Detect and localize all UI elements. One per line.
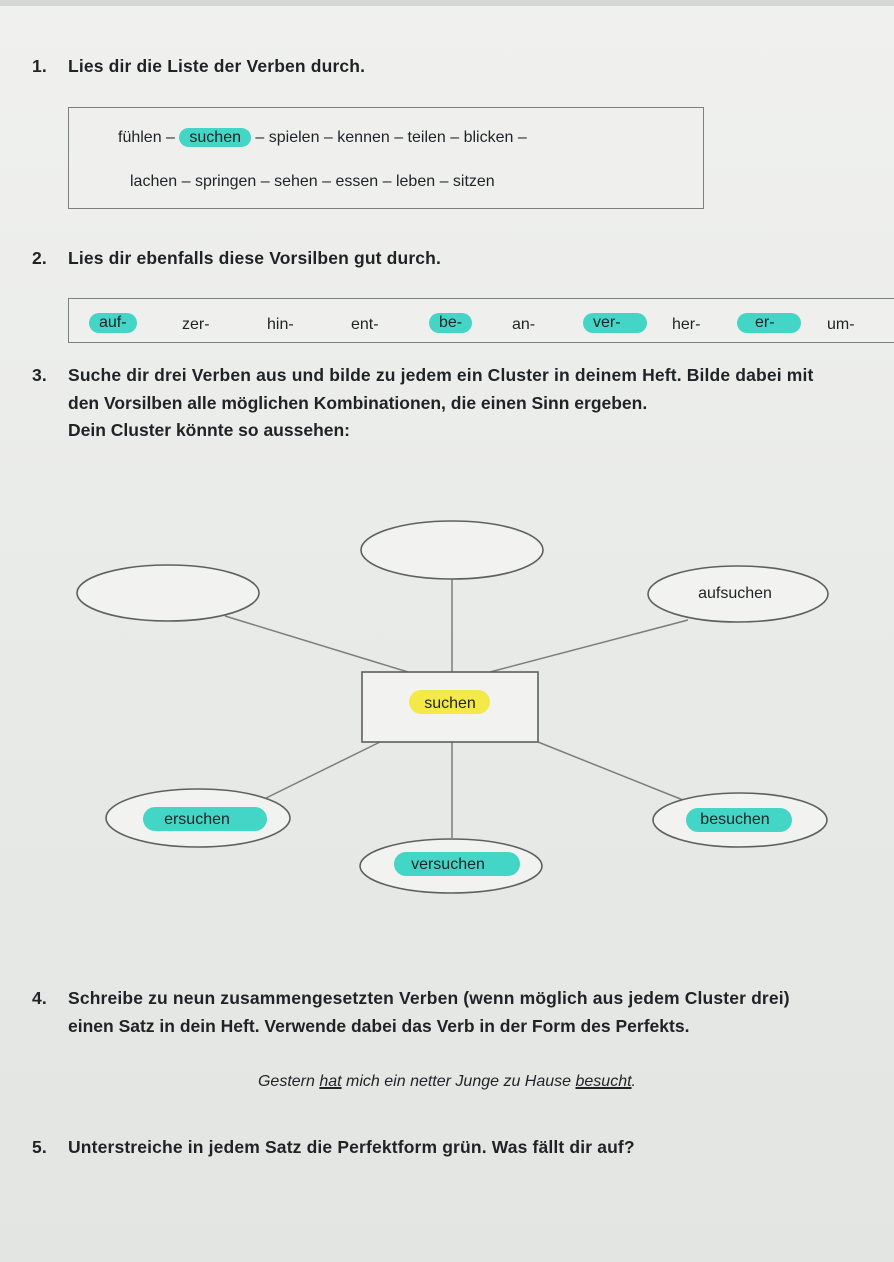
prefix-auf: auf- xyxy=(89,313,137,333)
verb-list-line-2: lachen – springen – sehen – essen – leben – sitzen xyxy=(130,173,495,190)
connector-bottom-left xyxy=(262,742,380,800)
prefix-hin: hin- xyxy=(267,316,294,333)
task-4-line-1: Schreibe zu neun zusammengesetzten Verben (wenn möglich aus jedem Cluster drei) xyxy=(68,988,790,1008)
verb-list-box xyxy=(68,107,704,209)
prefix-her: her- xyxy=(672,316,701,333)
task-5-number: 5. xyxy=(32,1137,47,1157)
prefix-ent: ent- xyxy=(351,316,379,333)
cluster-diagram xyxy=(0,510,894,910)
task-3-heading xyxy=(32,365,813,386)
prefix-zer: zer- xyxy=(182,316,210,333)
example-auxiliary: hat xyxy=(319,1073,342,1090)
node-top-right-label: aufsuchen xyxy=(698,585,772,602)
example-participle: besucht xyxy=(575,1073,632,1090)
task-5-text: Unterstreiche in jedem Satz die Perfektform grün. Was fällt dir auf? xyxy=(68,1137,635,1157)
task-2-heading xyxy=(32,248,441,269)
task-3-number: 3. xyxy=(32,365,47,385)
node-bottom-right-label: besuchen xyxy=(700,811,770,828)
task-4-number: 4. xyxy=(32,988,47,1008)
task-1-number: 1. xyxy=(32,56,47,76)
verbs-after-highlight: – spielen – kennen – teilen – blicken – xyxy=(250,129,527,146)
task-5-heading xyxy=(32,1137,635,1158)
task-3-line-1: Suche dir drei Verben aus und bilde zu jedem ein Cluster in deinem Heft. Bilde dabei mit xyxy=(68,365,814,385)
prefix-um: um- xyxy=(827,316,855,333)
example-sentence xyxy=(0,1073,894,1091)
connector-top-right xyxy=(490,620,688,672)
task-1-heading xyxy=(32,56,365,77)
task-1-text: Lies dir die Liste der Verben durch. xyxy=(68,56,366,76)
task-4-heading xyxy=(32,988,790,1009)
connector-top-left xyxy=(225,616,408,672)
verb-suchen-highlight: suchen xyxy=(179,128,251,147)
task-2-text: Lies dir ebenfalls diese Vorsilben gut durch. xyxy=(68,248,442,268)
task-3-line-3: Dein Cluster könnte so aussehen: xyxy=(68,420,351,440)
page-edge xyxy=(0,0,894,6)
task-3-line-2: den Vorsilben alle möglichen Kombinationen, die einen Sinn ergeben. xyxy=(68,393,648,413)
prefix-an: an- xyxy=(512,316,536,333)
prefix-box xyxy=(68,298,894,343)
node-top-left-empty xyxy=(77,565,259,621)
prefix-be: be- xyxy=(429,313,472,333)
node-bottom-left-label: ersuchen xyxy=(164,811,230,828)
center-verb-label: suchen xyxy=(424,695,476,712)
example-part-1: Gestern xyxy=(257,1073,320,1090)
node-top-empty xyxy=(361,521,543,579)
connector-bottom-right xyxy=(538,742,688,802)
task-2-number: 2. xyxy=(32,248,47,268)
example-part-2: mich ein netter Junge zu Hause xyxy=(341,1073,576,1090)
node-bottom-label: versuchen xyxy=(411,856,485,873)
prefix-er: er- xyxy=(737,313,801,333)
verbs-before-highlight: fühlen – xyxy=(118,129,180,146)
prefix-ver: ver- xyxy=(583,313,647,333)
verb-list-line-1 xyxy=(118,129,752,147)
task-4-line-2: einen Satz in dein Heft. Verwende dabei das Verb in der Form des Perfekts. xyxy=(68,1016,690,1036)
example-period: . xyxy=(631,1073,636,1090)
